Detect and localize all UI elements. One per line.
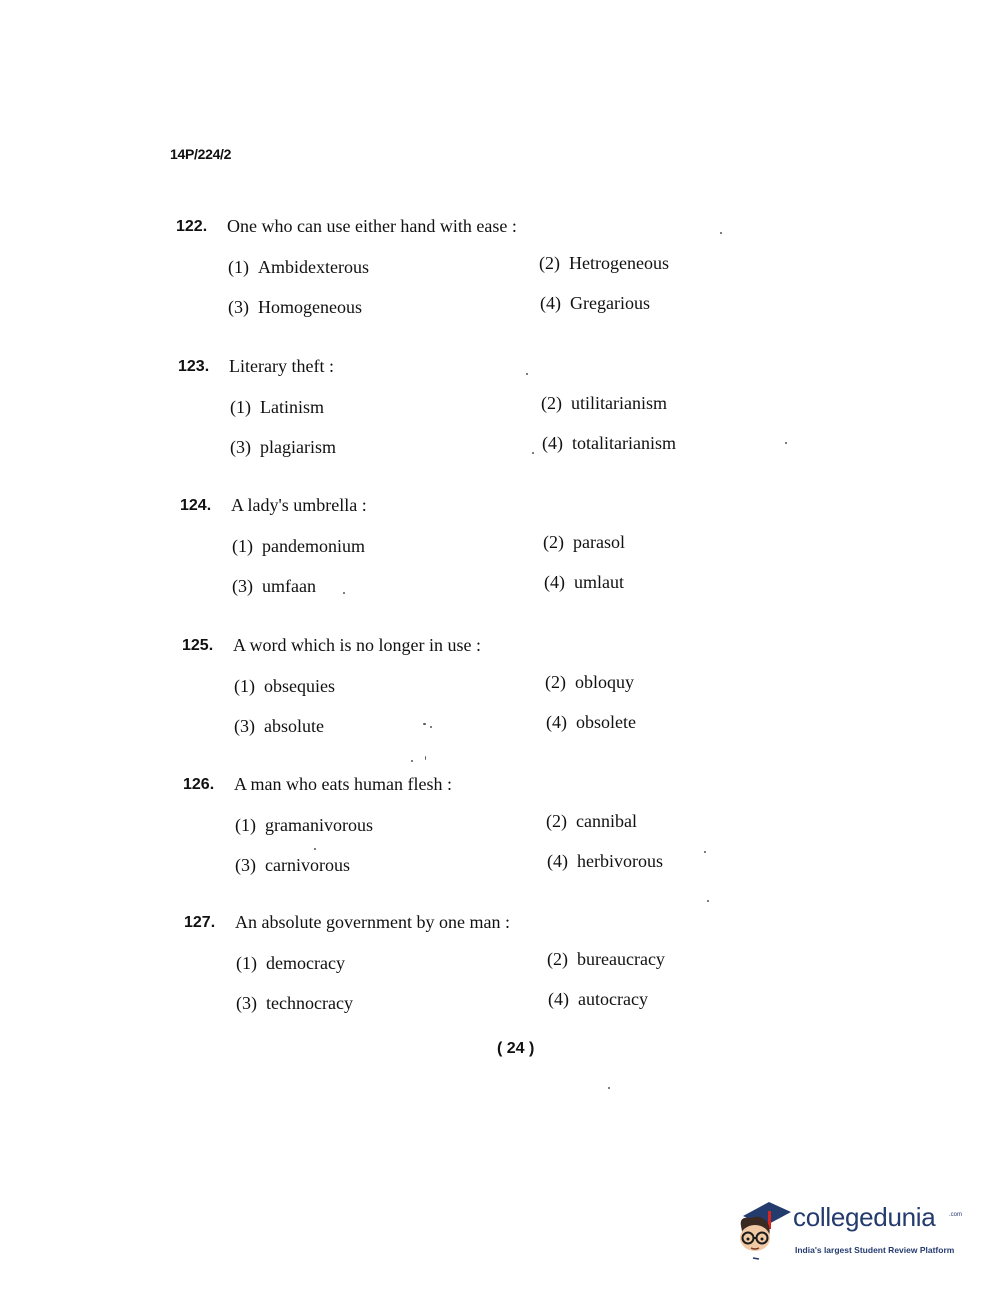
collegedunia-logo (735, 1196, 965, 1260)
question-text: A word which is no longer in use : (233, 635, 481, 655)
scan-speck (411, 760, 413, 762)
brand-domain-suffix: .com (949, 1212, 963, 1218)
scan-speck (532, 452, 534, 454)
question-text: A man who eats human flesh : (234, 774, 452, 794)
scan-speck (343, 592, 345, 594)
option-1: (1) Latinism (230, 397, 324, 417)
option-3: (3) plagiarism (230, 437, 336, 457)
question-number: 122. (176, 218, 208, 235)
option-3: (3) technocracy (236, 993, 353, 1013)
question-text: One who can use either hand with ease : (227, 216, 517, 236)
scan-speck (608, 1087, 610, 1089)
scan-speck (707, 900, 709, 902)
question-127 (184, 914, 744, 1024)
question-number: 127. (184, 914, 216, 931)
scan-speck (314, 848, 316, 850)
brand-name: collegedunia (793, 1202, 936, 1232)
question-number: 126. (183, 776, 215, 793)
option-1: (1) obsequies (234, 676, 335, 696)
question-126 (183, 776, 743, 886)
option-2: (2) obloquy (545, 672, 635, 692)
mascot-icon (735, 1196, 793, 1260)
question-125 (182, 637, 742, 747)
option-2: (2) bureaucracy (547, 949, 665, 969)
page-number: ( 24 ) (497, 1040, 535, 1057)
option-4: (4) umlaut (544, 572, 624, 592)
option-3: (3) absolute (234, 716, 324, 736)
brand-tagline: India's largest Student Review Platform (795, 1245, 955, 1255)
question-number: 124. (180, 497, 212, 514)
option-2: (2) parasol (543, 532, 625, 552)
question-124 (180, 497, 740, 607)
option-3: (3) carnivorous (235, 855, 350, 875)
option-3: (3) umfaan (232, 576, 316, 596)
scan-speck (526, 373, 528, 375)
option-3: (3) Homogeneous (228, 297, 362, 317)
question-text: A lady's umbrella : (231, 495, 367, 515)
scan-speck (425, 756, 426, 760)
scan-speck (430, 726, 432, 728)
question-number: 125. (182, 637, 214, 654)
option-4: (4) obsolete (546, 712, 636, 732)
option-4: (4) Gregarious (540, 293, 650, 313)
question-text: Literary theft : (229, 356, 334, 376)
question-text: An absolute government by one man : (235, 912, 510, 932)
option-2: (2) cannibal (546, 811, 637, 831)
option-1: (1) democracy (236, 953, 345, 973)
option-1: (1) gramanivorous (235, 815, 373, 835)
question-number: 123. (178, 358, 210, 375)
option-4: (4) totalitarianism (542, 433, 676, 453)
question-122 (176, 218, 736, 328)
scan-speck (785, 442, 787, 444)
scan-speck (423, 723, 426, 725)
question-123 (178, 358, 738, 468)
scan-speck (704, 851, 706, 853)
option-1: (1) pandemonium (232, 536, 365, 556)
scan-speck (720, 232, 722, 234)
paper-code: 14P/224/2 (170, 146, 232, 162)
option-2: (2) Hetrogeneous (539, 253, 669, 273)
option-1: (1) Ambidexterous (228, 257, 369, 277)
option-4: (4) herbivorous (547, 851, 663, 871)
option-4: (4) autocracy (548, 989, 648, 1009)
option-2: (2) utilitarianism (541, 393, 667, 413)
